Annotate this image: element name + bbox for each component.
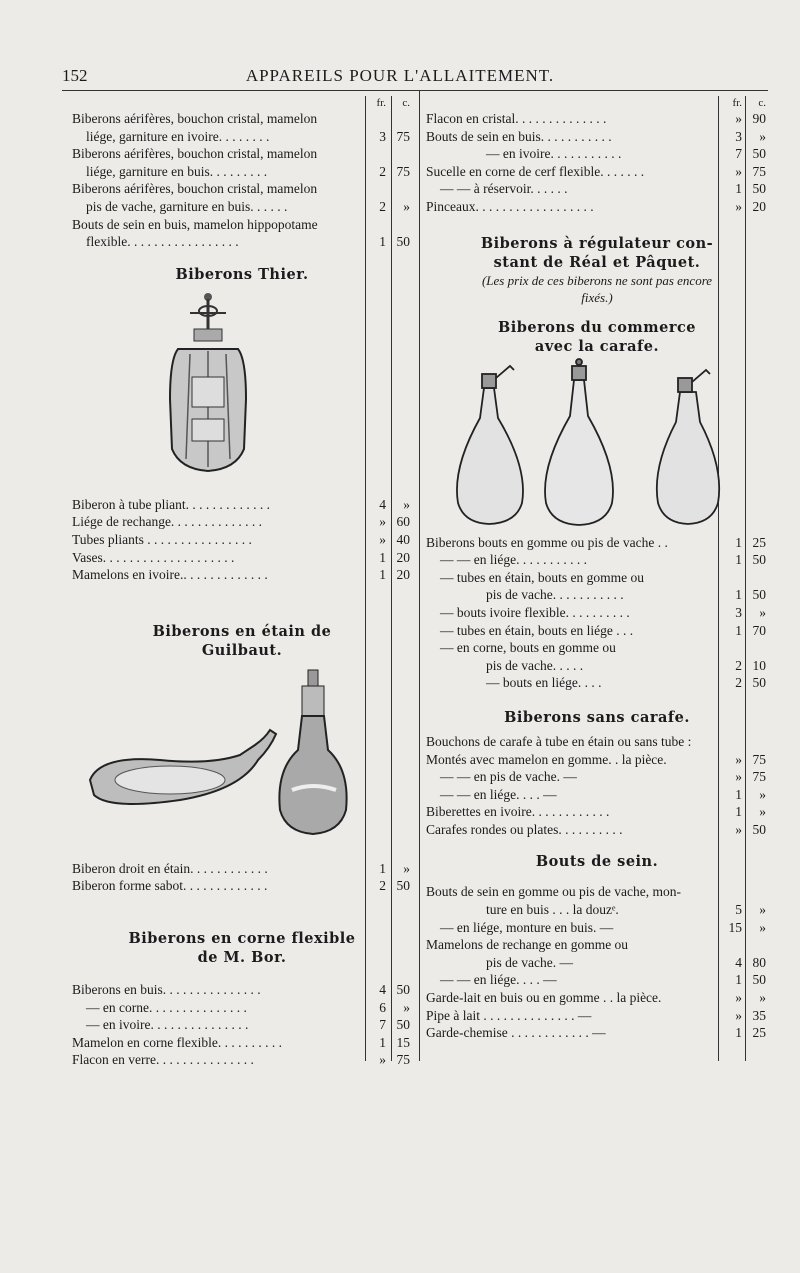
price-francs: 3	[379, 128, 386, 144]
item-label: Bouts de sein en gomme ou pis de vache, mon-	[426, 884, 681, 900]
item-label: — en corne, bouts en gomme ou	[440, 640, 616, 656]
price-centimes: 10	[752, 657, 766, 673]
item-label: Montés avec mamelon en gomme. . la pièce.	[426, 751, 667, 767]
section-title-bor-line2: de M. Bor.	[197, 948, 287, 966]
price-francs: 2	[379, 163, 386, 179]
price-row	[72, 1034, 412, 1052]
price-row	[72, 180, 412, 198]
page-header	[0, 66, 800, 90]
item-label: Carafes rondes ou plates. . . . . . . . . .	[426, 821, 623, 837]
price-centimes: 50	[396, 878, 410, 894]
pewter-bottles-illustration	[80, 660, 380, 850]
price-francs: »	[735, 111, 742, 126]
price-centimes: 50	[752, 587, 766, 603]
price-row	[426, 971, 768, 989]
item-label: — — à réservoir. . . . . .	[440, 181, 568, 197]
price-row	[426, 128, 768, 146]
price-row	[72, 531, 412, 549]
price-row	[72, 1016, 412, 1034]
item-label: — en liége, monture en buis. —	[440, 919, 614, 935]
price-francs: 6	[379, 999, 386, 1015]
price-row	[426, 586, 768, 604]
item-label: Pinceaux. . . . . . . . . . . . . . . . . .	[426, 198, 594, 214]
price-francs: 3	[735, 604, 742, 620]
price-centimes: 35	[752, 1007, 766, 1023]
price-francs: 1	[735, 1025, 742, 1041]
left-column	[72, 96, 412, 1069]
price-row	[426, 1007, 768, 1025]
price-row	[72, 566, 412, 584]
price-francs: 15	[728, 919, 742, 935]
price-row	[72, 198, 412, 216]
price-row	[426, 768, 768, 786]
price-francs: »	[379, 1052, 386, 1068]
price-list-left-1	[72, 110, 412, 251]
price-centimes: 70	[752, 622, 766, 638]
item-label: Mamelons en ivoire.. . . . . . . . . . . . .	[72, 567, 268, 583]
price-row	[72, 163, 412, 181]
price-row	[72, 128, 412, 146]
item-label: Garde-chemise . . . . . . . . . . . . —	[426, 1025, 606, 1041]
price-row	[426, 919, 768, 937]
price-row	[426, 1024, 768, 1042]
figure-carafe-area	[426, 356, 768, 534]
price-francs: 2	[735, 657, 742, 673]
price-centimes: 20	[752, 198, 766, 214]
section-title-real-paquet-line1: Biberons à régulateur con-	[480, 234, 714, 252]
item-label: ture en buis . . . la douzᵉ.	[486, 902, 619, 918]
header-rule	[62, 90, 768, 91]
price-centimes: 50	[752, 821, 766, 837]
price-list-left-3	[72, 860, 412, 895]
item-label: — — en liége. . . . —	[440, 786, 557, 802]
item-label: Flacon en verre. . . . . . . . . . . . . . .	[72, 1052, 254, 1068]
item-label: — tubes en étain, bouts en liége . . .	[440, 622, 634, 638]
price-row	[72, 981, 412, 999]
price-list-right-2	[426, 534, 768, 692]
price-row	[426, 622, 768, 640]
price-row	[72, 513, 412, 531]
price-centimes: »	[759, 919, 766, 935]
price-row	[72, 999, 412, 1017]
price-row	[426, 803, 768, 821]
price-row	[426, 821, 768, 839]
price-centimes: 40	[396, 531, 410, 547]
price-row	[426, 989, 768, 1007]
price-centimes: 60	[396, 514, 410, 530]
price-francs: 1	[379, 549, 386, 565]
price-row	[426, 786, 768, 804]
item-label: pis de vache. . . . .	[486, 657, 584, 673]
price-row	[426, 674, 768, 692]
thier-bottle-illustration	[150, 289, 260, 489]
item-label: Pipe à lait . . . . . . . . . . . . . . —	[426, 1007, 592, 1023]
price-centimes: 50	[396, 1017, 410, 1033]
price-row	[426, 901, 768, 919]
price-francs: 2	[379, 878, 386, 894]
item-label: pis de vache. . . . . . . . . . .	[486, 587, 624, 603]
unit-header-right	[426, 96, 768, 110]
item-label: liége, garniture en buis. . . . . . . . .	[86, 163, 268, 179]
price-francs: »	[735, 769, 742, 785]
figure-thier-area	[72, 284, 412, 496]
section-title-guilbaut-line2: Guilbaut.	[201, 641, 283, 659]
price-row	[426, 751, 768, 769]
price-list-right-4	[426, 883, 768, 1041]
price-centimes: 50	[396, 234, 410, 250]
price-centimes: 50	[752, 675, 766, 691]
price-centimes: 50	[752, 181, 766, 197]
item-label: — bouts ivoire flexible. . . . . . . . . .	[440, 604, 630, 620]
section-title-bor-line1: Biberons en corne flexible	[128, 929, 356, 947]
section-title-commerce-line1: Biberons du commerce	[497, 318, 697, 336]
item-label: — en ivoire. . . . . . . . . . .	[486, 146, 622, 162]
price-centimes: 50	[752, 972, 766, 988]
item-label: Liége de rechange. . . . . . . . . . . . . .	[72, 514, 263, 530]
price-centimes: »	[403, 999, 410, 1015]
item-label: Biberons en buis. . . . . . . . . . . . . . .	[72, 981, 261, 997]
item-label: — en corne. . . . . . . . . . . . . . .	[86, 999, 247, 1015]
price-francs: 1	[379, 567, 386, 583]
item-label: — bouts en liége. . . .	[486, 675, 602, 691]
section-title-real-paquet-line2: stant de Réal et Pâquet.	[493, 253, 701, 271]
price-row	[72, 216, 412, 234]
price-row	[426, 569, 768, 587]
item-label: pis de vache, garniture en buis. . . . . .	[86, 198, 288, 214]
price-row	[426, 534, 768, 552]
price-row	[72, 877, 412, 895]
item-label: — — en liége. . . . . . . . . . .	[440, 552, 587, 568]
price-centimes: 75	[396, 128, 410, 144]
running-title: APPAREILS POUR L'ALLAITEMENT.	[245, 66, 555, 85]
price-francs: 4	[379, 496, 386, 512]
price-centimes: 75	[752, 769, 766, 785]
price-row	[426, 954, 768, 972]
price-row	[72, 860, 412, 878]
price-row	[72, 110, 412, 128]
price-row	[426, 936, 768, 954]
price-francs: 1	[735, 181, 742, 197]
price-list-right-1	[426, 110, 768, 216]
section-title-sans-carafe: Biberons sans carafe.	[504, 708, 690, 726]
figure-guilbaut-area	[72, 660, 412, 860]
section-title-thier: Biberons Thier.	[175, 265, 309, 283]
price-row	[72, 1051, 412, 1069]
item-label: pis de vache. —	[486, 954, 573, 970]
section-title-commerce-line2: avec la carafe.	[534, 337, 660, 355]
price-row	[72, 549, 412, 567]
price-centimes: 75	[396, 1052, 410, 1068]
price-francs: 7	[735, 146, 742, 162]
item-label: liége, garniture en ivoire. . . . . . . .	[86, 128, 270, 144]
item-label: Biberon droit en étain. . . . . . . . . . . .	[72, 860, 268, 876]
section-title-bor	[72, 929, 412, 967]
item-label: Bouts de sein en buis. . . . . . . . . . .	[426, 128, 612, 144]
price-francs: 1	[735, 534, 742, 550]
item-label: Sucelle en corne de cerf flexible. . . . . . .	[426, 163, 645, 179]
price-francs: 5	[735, 902, 742, 918]
price-francs: 1	[735, 972, 742, 988]
item-label: Garde-lait en buis ou en gomme . . la pièce.	[426, 990, 662, 1006]
price-row	[426, 883, 768, 901]
item-label: Biberons aérifères, bouchon cristal, mamelon	[72, 111, 318, 126]
price-francs: »	[735, 1007, 742, 1023]
price-centimes: 50	[752, 146, 766, 162]
price-francs: 1	[735, 786, 742, 802]
price-centimes: »	[403, 496, 410, 512]
price-francs: 1	[379, 1034, 386, 1050]
price-centimes: »	[759, 902, 766, 918]
item-label: Mamelons de rechange en gomme ou	[426, 937, 629, 953]
price-centimes: »	[403, 860, 410, 876]
section-title-guilbaut-line1: Biberons en étain de	[152, 622, 332, 640]
price-francs: »	[379, 514, 386, 530]
price-francs: 1	[735, 552, 742, 568]
price-row	[426, 163, 768, 181]
price-francs: 1	[735, 587, 742, 603]
price-centimes: 25	[752, 534, 766, 550]
item-label: — en ivoire. . . . . . . . . . . . . . .	[86, 1017, 249, 1033]
item-label: flexible. . . . . . . . . . . . . . . . .	[86, 234, 239, 250]
price-francs: 2	[735, 675, 742, 691]
price-centimes: »	[759, 990, 766, 1006]
item-label: Biberons aérifères, bouchon cristal, mamelon	[72, 146, 318, 162]
price-francs: »	[735, 990, 742, 1006]
price-francs: 1	[735, 622, 742, 638]
price-row	[72, 145, 412, 163]
carafe-bottles-illustration	[444, 358, 744, 530]
price-row	[426, 733, 768, 751]
section-title-bouts-de-sein: Bouts de sein.	[535, 853, 659, 871]
item-label: — — en liége. . . . —	[440, 972, 557, 988]
item-label: Biberettes en ivoire. . . . . . . . . . . .	[426, 804, 610, 820]
item-label: Biberon à tube pliant. . . . . . . . . . . . .	[72, 496, 270, 512]
price-centimes: 90	[752, 111, 766, 126]
section-title-guilbaut	[72, 622, 412, 660]
item-label: — — en pis de vache. —	[440, 769, 577, 785]
price-row	[72, 233, 412, 251]
unit-header	[72, 96, 412, 110]
item-label: — tubes en étain, bouts en gomme ou	[440, 569, 644, 585]
item-label: Biberon forme sabot. . . . . . . . . . . . .	[72, 878, 268, 894]
price-francs: 1	[379, 860, 386, 876]
price-centimes: »	[759, 804, 766, 820]
price-francs: 1	[379, 234, 386, 250]
price-francs: 1	[735, 804, 742, 820]
price-francs: 7	[379, 1017, 386, 1033]
price-row	[426, 145, 768, 163]
price-centimes: 75	[396, 163, 410, 179]
price-row	[426, 551, 768, 569]
price-francs: 3	[735, 128, 742, 144]
price-centimes: 75	[752, 163, 766, 179]
column-divider	[419, 91, 420, 1061]
price-francs: »	[379, 531, 386, 547]
item-label: Flacon en cristal. . . . . . . . . . . . . .	[426, 111, 607, 126]
price-centimes: »	[759, 604, 766, 620]
item-label: Bouts de sein en buis, mamelon hippopotame	[72, 216, 318, 232]
price-francs: »	[735, 198, 742, 214]
price-row	[426, 639, 768, 657]
price-list-right-3	[426, 733, 768, 839]
price-francs: »	[735, 821, 742, 837]
price-centimes: 75	[752, 751, 766, 767]
price-centimes: »	[403, 198, 410, 214]
item-label: Biberons bouts en gomme ou pis de vache . .	[426, 534, 668, 550]
section-title-real-paquet	[426, 234, 768, 272]
price-centimes: 20	[396, 567, 410, 583]
price-francs: 4	[379, 981, 386, 997]
price-centimes: »	[759, 128, 766, 144]
item-label: Vases. . . . . . . . . . . . . . . . . . . .	[72, 549, 235, 565]
item-label: Tubes pliants . . . . . . . . . . . . . . . .	[72, 531, 252, 547]
item-label: Mamelon en corne flexible. . . . . . . . . .	[72, 1034, 282, 1050]
price-row	[426, 180, 768, 198]
price-centimes: 15	[396, 1034, 410, 1050]
price-row	[426, 198, 768, 216]
price-row	[426, 110, 768, 128]
unit-c: c.	[402, 97, 410, 109]
item-label: Bouchons de carafe à tube en étain ou sans tube :	[426, 733, 692, 749]
price-centimes: 50	[752, 552, 766, 568]
price-row	[426, 604, 768, 622]
price-centimes: 20	[396, 549, 410, 565]
section-title-commerce	[426, 318, 768, 356]
item-label: Biberons aérifères, bouchon cristal, mamelon	[72, 181, 318, 197]
price-centimes: 50	[396, 981, 410, 997]
price-francs: 4	[735, 954, 742, 970]
price-note-line1: (Les prix de ces biberons ne sont pas encore	[481, 272, 713, 288]
price-francs: »	[735, 163, 742, 179]
price-centimes: 80	[752, 954, 766, 970]
price-row	[72, 496, 412, 514]
unit-fr-right: fr.	[732, 97, 742, 109]
price-francs: 2	[379, 198, 386, 214]
price-list-left-4	[72, 981, 412, 1069]
unit-c-right: c.	[758, 97, 766, 109]
unit-fr: fr.	[376, 97, 386, 109]
price-centimes: 25	[752, 1025, 766, 1041]
price-row	[426, 657, 768, 675]
right-column	[426, 96, 768, 1042]
price-francs: »	[735, 751, 742, 767]
price-centimes: »	[759, 786, 766, 802]
price-list-left-2	[72, 496, 412, 584]
price-note-line2: fixés.)	[581, 289, 613, 305]
page-number: 152	[62, 66, 88, 85]
price-note	[426, 272, 768, 306]
